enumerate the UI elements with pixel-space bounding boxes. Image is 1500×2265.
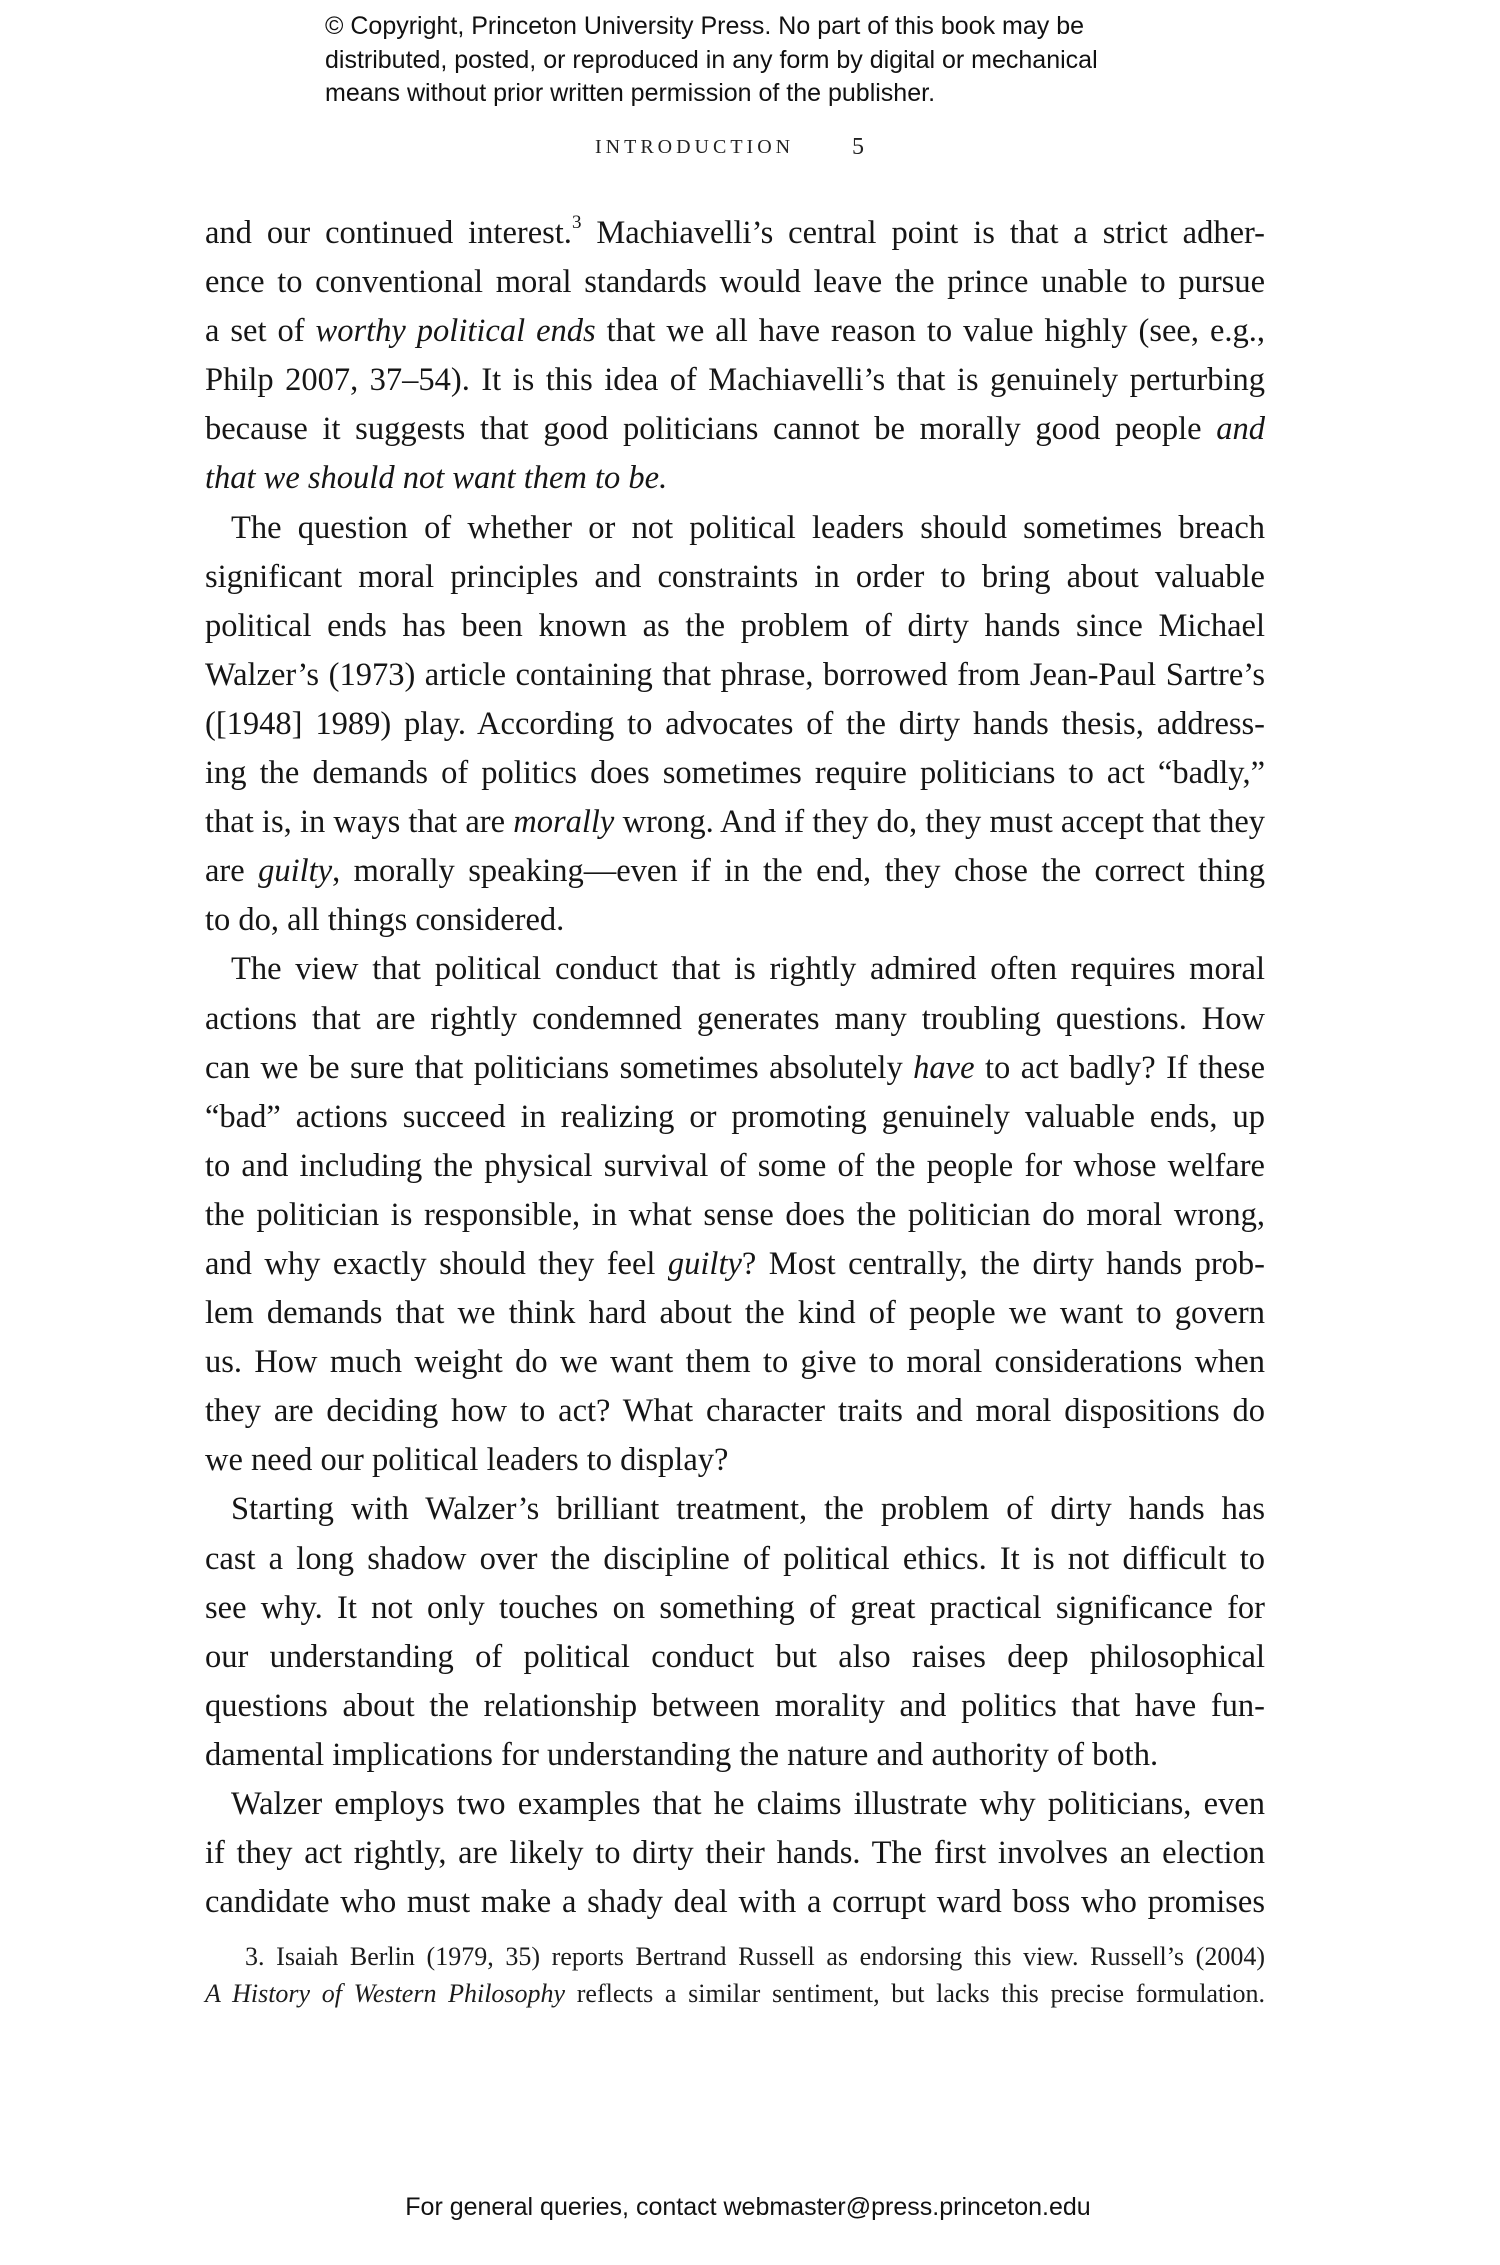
text-run: ? Most centrally, the dirty hands prob-: [741, 1245, 1265, 1282]
text-line: [205, 258, 1265, 307]
text-run: us. How much weight do we want them to give to moral considerations when: [205, 1344, 1265, 1381]
text-run: because it suggests that good politicians cannot be morally good people: [205, 411, 1217, 448]
text-line: [205, 405, 1265, 454]
text-run: if they act rightly, are likely to dirty their hands. The first involves an election: [205, 1835, 1265, 1872]
text-line: [205, 700, 1265, 749]
text-line: [205, 995, 1265, 1044]
text-run: significant moral principles and constraints in order to bring about valuable: [205, 558, 1265, 595]
text-line: [205, 1584, 1265, 1633]
text-line: [205, 454, 1265, 503]
text-run: Walzer employs two examples that he claims illustrate why politicians, even: [231, 1786, 1265, 1822]
text-line: [205, 504, 1265, 553]
text-run: 3. Isaiah Berlin (1979, 35) reports Bertrand Russell as endorsing this view. Russell’s (2004): [245, 1942, 1265, 1971]
footnote: [205, 1938, 1265, 2012]
italic-text: worthy political ends: [315, 313, 596, 350]
text-run: Philp 2007, 37–54). It is this idea of Machiavelli’s that is genuinely perturbing: [205, 362, 1265, 399]
chapter-title: INTRODUCTION: [595, 136, 795, 158]
page-number: 5: [852, 134, 864, 160]
footnote-line: [205, 1975, 1265, 2012]
text-run: and our continued interest.: [205, 215, 572, 251]
copyright-line: distributed, posted, or reproduced in any form by digital or mechanical: [325, 45, 1098, 74]
contact-notice: For general queries, contact webmaster@press.princeton.edu: [405, 2193, 1091, 2221]
text-run: Starting with Walzer’s brilliant treatment, the problem of dirty hands has: [231, 1491, 1265, 1528]
page-footer: [0, 2193, 1500, 2222]
paragraph: [205, 504, 1265, 946]
text-run: we need our political leaders to display?: [205, 1442, 729, 1479]
text-run: to act badly? If these: [974, 1049, 1266, 1086]
text-run: reflects a similar sentiment, but lacks this precise formulation.: [565, 1979, 1265, 2008]
italic-text: and: [1216, 411, 1265, 448]
copyright-line: © Copyright, Princeton University Press. No part of this book may be: [325, 12, 1085, 40]
paragraph: [205, 209, 1265, 504]
italic-text: guilty: [667, 1245, 742, 1282]
text-line: [205, 1535, 1265, 1584]
text-line: [205, 602, 1265, 651]
text-line: [205, 1829, 1265, 1878]
text-line: [205, 307, 1265, 356]
copyright-line: means without prior written permission of the publisher.: [325, 79, 936, 107]
text-run: Walzer’s (1973) article containing that phrase, borrowed from Jean-Paul Sartre’s: [205, 656, 1265, 693]
text-line: [205, 1289, 1265, 1338]
text-line: [205, 1093, 1265, 1142]
text-line: [205, 1142, 1265, 1191]
text-run: candidate who must make a shady deal with a corrupt ward boss who promises: [205, 1884, 1265, 1921]
text-run: our understanding of political conduct but also raises deep philosophical: [205, 1638, 1265, 1675]
italic-text: guilty: [258, 853, 333, 890]
text-run: that we all have reason to value highly (see, e.g.,: [595, 313, 1265, 350]
text-line: [205, 1878, 1265, 1927]
text-line: [205, 553, 1265, 602]
text-run: “bad” actions succeed in realizing or promoting genuinely valuable ends, up: [205, 1098, 1265, 1135]
text-run: The view that political conduct that is rightly admired often requires moral: [231, 951, 1265, 988]
text-line: [205, 1633, 1265, 1682]
text-run: a set of: [205, 313, 316, 350]
text-line: [205, 1780, 1265, 1829]
text-line: [205, 209, 1265, 258]
footnote-line: [205, 1938, 1265, 1975]
text-run: political ends has been known as the problem of dirty hands since Michael: [205, 607, 1265, 644]
paragraph: [205, 1485, 1265, 1780]
paragraph: [205, 945, 1265, 1485]
text-run: damental implications for understanding the nature and authority of both.: [205, 1736, 1159, 1773]
text-run: the politician is responsible, in what sense does the politician do moral wrong,: [205, 1196, 1265, 1233]
footnotes: [205, 1938, 1265, 2012]
text-run: to do, all things considered.: [205, 902, 565, 939]
text-line: [205, 1731, 1265, 1780]
text-run: are: [205, 853, 259, 890]
text-run: ence to conventional moral standards would leave the prince unable to pursue: [205, 264, 1265, 301]
text-line: [205, 1485, 1265, 1534]
text-line: [205, 1436, 1265, 1485]
text-line: [205, 798, 1265, 847]
text-line: [205, 356, 1265, 405]
text-run: actions that are rightly condemned generates many troubling questions. How: [205, 1000, 1265, 1037]
text-line: [205, 749, 1265, 798]
text-run: wrong. And if they do, they must accept that they: [614, 804, 1265, 841]
text-run: cast a long shadow over the discipline of political ethics. It is not difficult to: [205, 1540, 1265, 1577]
text-run: questions about the relationship between morality and politics that have fun-: [205, 1687, 1265, 1724]
text-line: [205, 1240, 1265, 1289]
text-line: [205, 896, 1265, 945]
text-line: [205, 1682, 1265, 1731]
text-run: The question of whether or not political leaders should sometimes breach: [231, 509, 1265, 546]
paragraph: [205, 1780, 1265, 1927]
text-run: ([1948] 1989) play. According to advocates of the dirty hands thesis, address-: [205, 705, 1265, 742]
text-run: can we be sure that politicians sometimes absolutely: [205, 1049, 914, 1086]
text-run: to and including the physical survival of some of the people for whose welfare: [205, 1147, 1265, 1184]
text-run: ing the demands of politics does sometimes require politicians to act “badly,”: [205, 755, 1265, 792]
text-line: [205, 1191, 1265, 1240]
italic-text: A History of Western Philosophy: [205, 1979, 566, 2008]
text-run: , morally speaking—even if in the end, they chose the correct thing: [332, 853, 1265, 890]
text-run: they are deciding how to act? What character traits and moral dispositions do: [205, 1393, 1265, 1430]
text-line: [205, 1387, 1265, 1436]
text-run: and why exactly should they feel: [205, 1245, 668, 1282]
text-line: [205, 1044, 1265, 1093]
text-line: [205, 651, 1265, 700]
footnote-reference[interactable]: 3: [571, 212, 582, 234]
italic-text: morally: [513, 804, 615, 841]
text-run: that is, in ways that are: [205, 804, 514, 841]
copyright-notice: [325, 10, 1225, 111]
italic-text: that we should not want them to be.: [205, 460, 668, 497]
text-run: Machiavelli’s central point is that a strict adher-: [581, 215, 1265, 251]
text-line: [205, 1338, 1265, 1387]
text-line: [205, 945, 1265, 994]
text-line: [205, 847, 1265, 896]
italic-text: have: [913, 1049, 975, 1086]
text-run: lem demands that we think hard about the kind of people we want to govern: [205, 1295, 1265, 1332]
text-run: see why. It not only touches on something of great practical significance for: [205, 1589, 1265, 1626]
body-text: [205, 209, 1265, 1927]
